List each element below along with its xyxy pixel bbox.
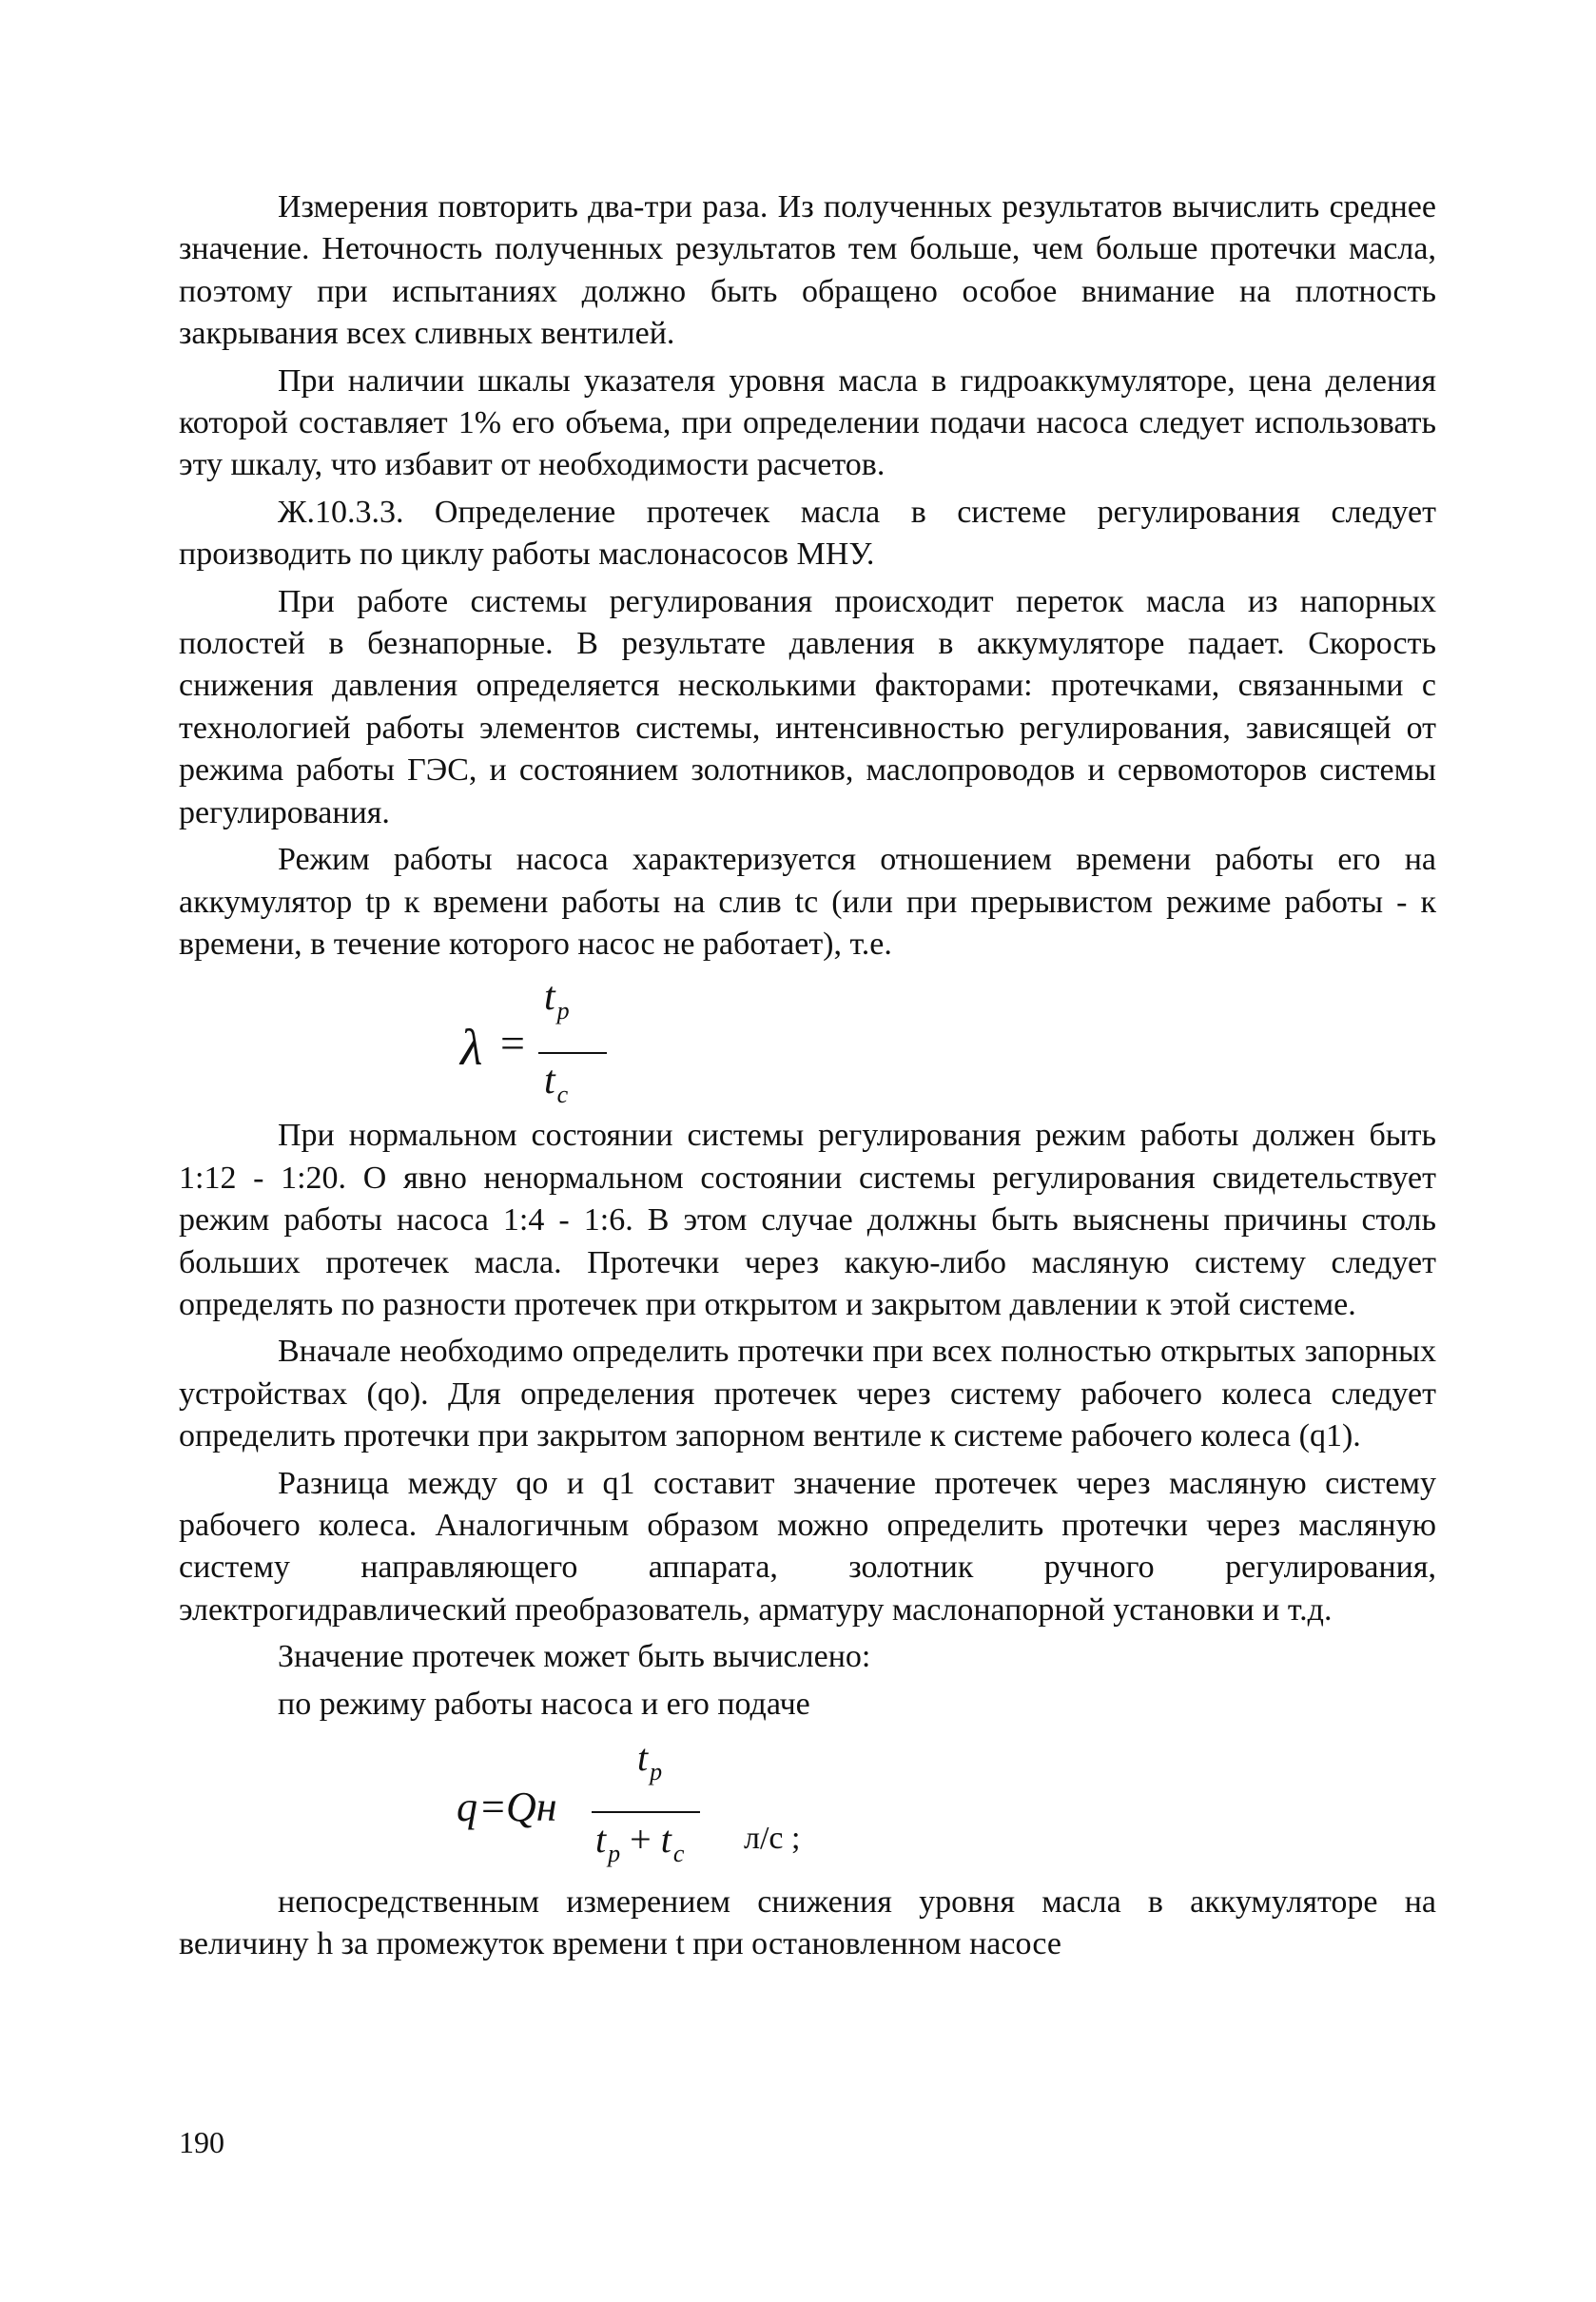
paragraph-6: При нормальном состоянии системы регулирования режим работы должен быть 1:12 - 1:20. О явно ненормальном состоянии системы регулирования свидетельствует режим работы насоса 1:4 - 1:6. В этом случае должны быть выяснены причины столь больших протечек масла. Протечки через какую-либо масляную систему следует определять по разности протечек при открытом и закрытом давлении к этой системе.: [179, 1118, 1436, 1322]
paragraph-7: Вначале необходимо определить протечки при всех полностью открытых запорных устройствах (qо). Для определения протечек через систему рабочего колеса следует определить протечки при закрытом запорном вентиле к системе рабочего колеса (q1).: [179, 1334, 1436, 1454]
paragraph-1: Измерения повторить два-три раза. Из полученных результатов вычислить среднее значение. Неточность полученных результатов тем больше, чем больше протечки масла, поэтому при испытаниях должно быть обращено особое внимание на плотность закрывания всех сливных вентилей.: [179, 189, 1436, 352]
fraction-bar: [592, 1811, 700, 1813]
denominator-t1: t: [595, 1818, 607, 1861]
formula-lambda-symbol: λ: [460, 1019, 483, 1077]
paragraph-9: Значение протечек может быть вычислено:: [278, 1639, 871, 1675]
denominator-t: t: [544, 1059, 555, 1103]
denominator-subscript-1: p: [608, 1840, 621, 1867]
page-number: 190: [179, 2125, 224, 2159]
formula-equals: =: [500, 1019, 525, 1068]
numerator-t: t: [544, 975, 555, 1020]
paragraph-2: При наличии шкалы указателя уровня масла в гидроаккумуляторе, цена деления которой составляет 1% его объема, при определении подачи насоса следует использовать эту шкалу, что избавит от необходимости расчетов.: [179, 362, 1436, 483]
page-content: [179, 186, 1436, 1971]
formula-q-symbol: q: [457, 1784, 477, 1830]
numerator-t: t: [637, 1736, 649, 1779]
numerator-subscript: p: [650, 1758, 663, 1785]
denominator-plus: +: [620, 1818, 661, 1861]
paragraph-4: При работе системы регулирования происходит переток масла из напорных полостей в безнапорные. В результате давления в аккумуляторе падает. Скорость снижения давления определяется несколькими факторами: протечками, связанными с технологией работы элементов системы, интенсивностью регулирования, зависящей от режима работы ГЭС, и состоянием золотников, маслопроводов и сервомоторов системы регулирования.: [179, 583, 1436, 830]
paragraph-11: непосредственным измерением снижения уровня масла в аккумуляторе на величину h за промежуток времени t при остановленном насосе: [179, 1884, 1436, 1962]
fraction-bar: [538, 1052, 607, 1054]
formula-numerator: [637, 1735, 663, 1785]
lambda-formula: [179, 970, 1436, 1113]
paragraph-3: Ж.10.3.3. Определение протечек масла в системе регулирования следует производить по циклу работы маслонасосов МНУ.: [179, 494, 1436, 573]
paragraph-10: по режиму работы насоса и его подаче: [278, 1686, 810, 1722]
formula-equals: =: [481, 1784, 505, 1830]
formula-denominator: [595, 1817, 685, 1867]
formula-coefficient: Qн: [506, 1784, 557, 1830]
formula-unit: л/с ;: [744, 1821, 801, 1856]
leakage-formula: [179, 1733, 1436, 1876]
formula-numerator: [544, 974, 570, 1025]
denominator-subscript-2: c: [672, 1840, 685, 1867]
formula-denominator: [544, 1058, 569, 1109]
denominator-t2: t: [660, 1818, 671, 1861]
paragraph-8: Разница между qо и q1 составит значение протечек через масляную систему рабочего колеса. Аналогичным образом можно определить протечки через масляную систему направляющего аппарата, золотник ручного регулирования, электрогидравлический преобразователь, арматуру маслонапорной установки и т.д.: [179, 1465, 1436, 1628]
paragraph-5: Режим работы насоса характеризуется отношением времени работы его на аккумулятор tр к времени работы на слив tс (или при прерывистом режиме работы - к времени, в течение которого насос не работает), т.е.: [179, 842, 1436, 962]
numerator-subscript: p: [556, 997, 570, 1025]
denominator-subscript: c: [556, 1081, 569, 1109]
